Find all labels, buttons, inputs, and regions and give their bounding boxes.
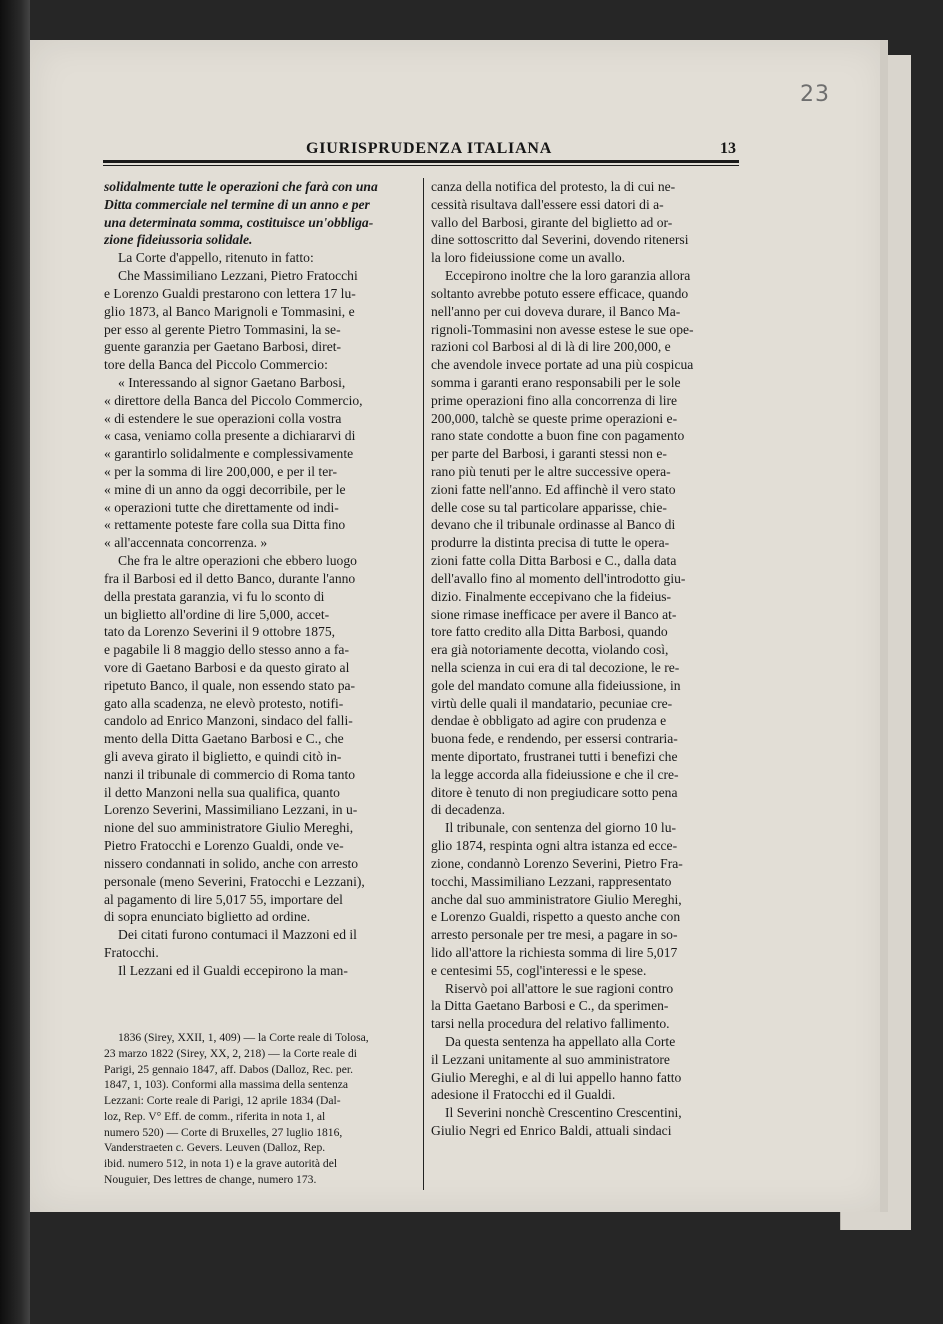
text-line: « all'accennata concorrenza. »	[104, 535, 268, 551]
text-line: e centesimi 55, cogl'interessi e le spese.	[431, 962, 647, 978]
page-number: 13	[720, 140, 736, 157]
text-line: candolo ad Enrico Manzoni, sindaco del falli-	[104, 713, 353, 729]
header-rule	[103, 160, 739, 163]
text-line: e pagabile li 8 maggio dello stesso anno a fa-	[104, 642, 349, 658]
text-line: tore della Banca del Piccolo Commercio:	[104, 357, 328, 373]
text-line: canza della notifica del protesto, la di cui ne-	[431, 179, 676, 194]
text-line: dell'avallo fino al momento dell'introdotto giu-	[431, 570, 686, 586]
text-line: Che fra le altre operazioni che ebbero luogo	[118, 553, 357, 569]
column-divider	[423, 178, 424, 1190]
text-line: tarsi nella procedura del relativo fallimento.	[431, 1016, 670, 1032]
text-line: gato alla scadenza, ne elevò protesto, notifi-	[104, 695, 344, 711]
text-line: nell'anno per cui doveva durare, il Banco Ma-	[431, 303, 681, 319]
text-line: tocchi, Massimiliano Lezzani, rappresentato	[431, 873, 672, 889]
text-line: rano state condotte a buon fine con pagamento	[431, 428, 685, 444]
text-line: dendae è obbligato ad agire con prudenza e	[431, 713, 667, 729]
text-line: mento della Ditta Gaetano Barbosi e C., che	[104, 731, 344, 747]
text-line: per parte del Barbosi, i garanti stessi non e-	[431, 446, 667, 462]
text-line: cessità risultava dall'essere essi datori di a-	[431, 196, 664, 212]
text-line: lido all'attore la richiesta somma di lire 5,017	[431, 944, 678, 960]
text-line: 200,000, talchè se queste prime operazioni e-	[431, 410, 678, 426]
text-line: nanzi il tribunale di commercio di Roma tanto	[104, 766, 356, 782]
text-line: la Ditta Gaetano Barbosi e C., da sperimen-	[431, 998, 669, 1014]
text-line: e Lorenzo Gualdi, rispetto a questo anche con	[431, 909, 681, 925]
text-line: delle cose su tal particolare apparisse, chie-	[431, 499, 667, 515]
text-line: al pagamento di lire 5,017 55, importare del	[104, 891, 343, 907]
text-line: il Lezzani unitamente al suo amministratore	[431, 1051, 670, 1067]
text-line: il detto Manzoni nella sua qualifica, quanto	[104, 784, 340, 800]
footnote-line: Lezzani: Corte reale di Parigi, 12 aprile 1834 (Dal-	[104, 1094, 341, 1107]
text-line: zioni fatte nell'anno. Ed affinchè il vero stato	[431, 481, 676, 497]
text-line: zione, condannò Lorenzo Severini, Pietro Fra-	[431, 855, 683, 871]
header-rule-thin	[103, 165, 739, 166]
text-line: che avendole invece portate ad una più cospicua	[431, 357, 694, 373]
text-line: ditore è tenuto di non pregiudicare sotto pena	[431, 784, 678, 800]
text-line: virtù delle quali il mandatario, pecuniae cre-	[431, 695, 673, 711]
text-line: « rettamente poteste fare colla sua Ditta fino	[104, 517, 346, 533]
footnote-line: loz, Rep. V° Eff. de comm., riferita in nota 1, al	[104, 1109, 326, 1123]
text-line: solidalmente tutte le operazioni che farà con una	[104, 179, 378, 194]
text-line: sione rimase inefficace per avere il Banco at-	[431, 606, 677, 622]
text-line: produrre la distinta precisa di tutte le opera-	[431, 535, 670, 551]
footnote-line: 23 marzo 1822 (Sirey, XX, 2, 218) — la Corte reale di	[104, 1046, 357, 1060]
text-line: buona fede, e rendendo, per essersi contraria-	[431, 731, 678, 747]
footnote-line: ibid. numero 512, in nota 1) e la grave autorità del	[104, 1157, 338, 1170]
text-line: della prestata garanzia, vi fu lo sconto di	[104, 588, 325, 604]
footnote-line: Vanderstraeten c. Gevers. Leuven (Dalloz, Rep.	[104, 1141, 326, 1155]
text-line: « per la somma di lire 200,000, e per il ter-	[104, 464, 338, 479]
text-line: nissero condannati in solido, anche con arresto	[104, 855, 359, 871]
text-line: « mine di un anno da oggi decorribile, per le	[104, 481, 346, 497]
text-line: prime operazioni fino alla concorrenza di lire	[431, 392, 678, 408]
text-line: nione del suo amministratore Giulio Mereghi,	[104, 820, 354, 836]
scan-left-border	[0, 0, 30, 1324]
text-line: era già notoriamente decotta, violando così,	[431, 642, 669, 658]
text-line: dizio. Finalmente eccepivano che la fideius-	[431, 588, 672, 604]
text-line: « di estendere le sue operazioni colla vostra	[104, 410, 342, 426]
text-line: Il Severini nonchè Crescentino Crescentini,	[445, 1105, 682, 1121]
text-line: per esso al gerente Pietro Tommasini, la se-	[104, 321, 341, 337]
text-line: glio 1874, respinta ogni altra istanza ed ecce-	[431, 838, 678, 854]
text-line: zione fideiussoria solidale.	[104, 232, 253, 248]
text-line: personale (meno Severini, Fratocchi e Lezzani),	[104, 873, 365, 889]
text-line: nella scienza in cui era di tal decozione, le re-	[431, 659, 680, 675]
pencil-page-mark: 23	[800, 82, 830, 107]
footnote-line: numero 520) — Corte di Bruxelles, 27 luglio 1816,	[104, 1125, 343, 1139]
text-line: Il Lezzani ed il Gualdi eccepirono la man-	[118, 962, 348, 978]
text-line: devano che il tribunale ordinasse al Banco di	[431, 517, 676, 533]
running-title: GIURISPRUDENZA ITALIANA	[306, 140, 553, 157]
text-line: glio 1873, al Banco Marignoli e Tommasini, e	[104, 303, 355, 319]
text-line: rano più tenuti per le altre successive opera-	[431, 464, 671, 479]
text-line: Fratocchi.	[104, 944, 159, 960]
text-line: Da questa sentenza ha appellato alla Corte	[445, 1034, 676, 1049]
text-line: anche dal suo amministratore Giulio Mereghi,	[431, 891, 682, 907]
text-line: « garantirlo solidalmente e complessivamente	[104, 446, 354, 462]
footnote-line: 1847, 1, 103). Conformi alla massima della sentenza	[104, 1078, 349, 1092]
text-line: dine sottoscritto dal Severini, dovendo ritenersi	[431, 232, 689, 248]
text-line: Lorenzo Severini, Massimiliano Lezzani, in u-	[104, 802, 358, 818]
text-line: arresto personale per tre mesi, a pagare in so-	[431, 927, 678, 943]
text-line: Riservò poi all'attore le sue ragioni contro	[445, 980, 674, 996]
text-line: Ditta commerciale nel termine di un anno e per	[104, 196, 370, 212]
text-line: « casa, veniamo colla presente a dichiararvi di	[104, 428, 356, 444]
text-line: mente diportato, frustranei tutti i benefizi che	[431, 749, 678, 764]
text-line: gli aveva girato il biglietto, e quindi citò in-	[104, 749, 342, 764]
right-column	[431, 178, 739, 1140]
text-line: Il tribunale, con sentenza del giorno 10 lu-	[445, 820, 677, 836]
text-line: Che Massimiliano Lezzani, Pietro Fratocchi	[118, 268, 358, 284]
footnote-line: Parigi, 25 gennaio 1847, aff. Dabos (Dalloz, Rec. per.	[104, 1062, 353, 1076]
text-line: Giulio Mereghi, e al di lui appello hanno fatto	[431, 1069, 682, 1085]
text-line: Pietro Fratocchi e Lorenzo Gualdi, onde ve-	[104, 838, 344, 854]
text-line: la legge accorda alla fideiussione e che il cre-	[431, 766, 679, 782]
text-line: « direttore della Banca del Piccolo Commercio,	[104, 392, 363, 408]
text-line: vallo del Barbosi, girante del biglietto ad or-	[431, 214, 673, 230]
text-line: « Interessando al signor Gaetano Barbosi,	[118, 374, 346, 390]
text-line: razioni col Barbosi al di là di lire 200,000, e	[431, 339, 671, 355]
text-line: tato da Lorenzo Severini il 9 ottobre 1875,	[104, 624, 336, 640]
text-line: gole del mandato comune alla fideiussione, in	[431, 677, 681, 693]
text-line: La Corte d'appello, ritenuto in fatto:	[118, 250, 314, 266]
text-line: un biglietto all'ordine di lire 5,000, accet-	[104, 606, 330, 622]
text-line: rignoli-Tommasini non avesse estese le sue ope-	[431, 321, 694, 337]
text-line: una determinata somma, costituisce un'obbliga-	[104, 214, 374, 230]
text-line: e Lorenzo Gualdi prestarono con lettera 17 lu-	[104, 285, 356, 301]
text-line: di sopra enunciato biglietto ad ordine.	[104, 909, 311, 925]
text-line: soltanto avrebbe potuto essere efficace, quando	[431, 285, 689, 301]
text-line: Giulio Negri ed Enrico Baldi, attuali sindaci	[431, 1123, 672, 1139]
text-line: zioni fatte colla Ditta Barbosi e C., dalla data	[431, 553, 677, 569]
footnote	[104, 1030, 412, 1188]
text-line: vore di Gaetano Barbosi e da questo girato al	[104, 659, 350, 675]
text-line: adesione il Fratocchi ed il Gualdi.	[431, 1087, 616, 1103]
text-line: di decadenza.	[431, 802, 505, 818]
text-line: la loro fideiussione come un avallo.	[431, 250, 626, 266]
text-line: somma i garanti erano responsabili per le sole	[431, 374, 681, 390]
text-line: fra il Barbosi ed il detto Banco, durante l'anno	[104, 570, 356, 586]
page-right-edge	[880, 40, 888, 1212]
text-line: Dei citati furono contumaci il Mazzoni ed il	[118, 927, 357, 943]
text-line: « operazioni tutte che direttamente od indi-	[104, 499, 339, 515]
text-line: Eccepirono inoltre che la loro garanzia allora	[445, 268, 691, 284]
text-line: ripetuto Banco, il quale, non essendo stato pa-	[104, 677, 356, 693]
footnote-line: Nouguier, Des lettres de change, numero 173.	[104, 1172, 317, 1186]
footnote-line: 1836 (Sirey, XXII, 1, 409) — la Corte reale di Tolosa,	[118, 1031, 369, 1044]
text-line: tore fatto credito alla Ditta Barbosi, quando	[431, 624, 668, 640]
text-line: guente garanzia per Gaetano Barbosi, diret-	[104, 339, 342, 355]
left-column	[104, 178, 412, 980]
